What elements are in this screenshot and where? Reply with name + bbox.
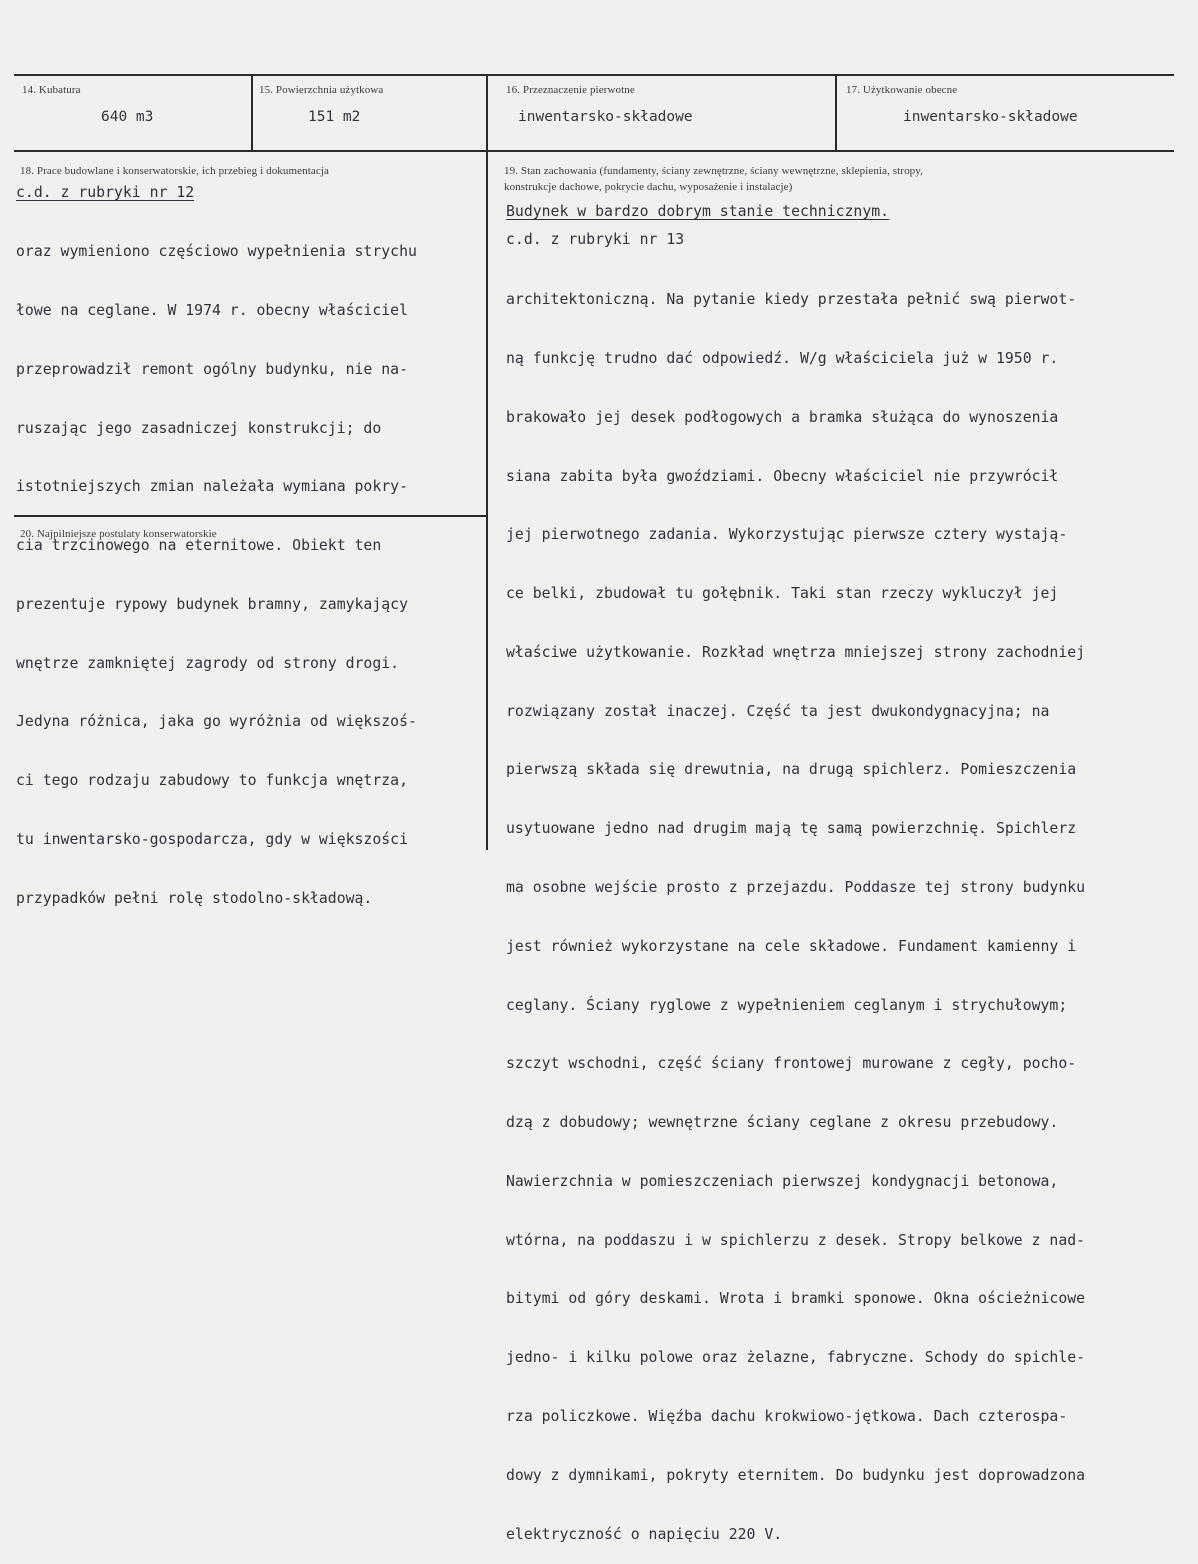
powierzchnia-value: 151 m2 — [308, 109, 361, 125]
przeznaczenie-value: inwentarsko-składowe — [518, 109, 693, 125]
row-divider-1 — [14, 150, 1174, 152]
stan-line: bitymi od góry deskami. Wrota i bramki sponowe. Okna ościeżnicowe — [506, 1290, 1086, 1308]
stan-heading: Budynek w bardzo dobrym stanie technicznym. — [506, 203, 890, 220]
stan-line: ceglany. Ściany ryglowe z wypełnieniem ceglanym i strychułowym; — [506, 996, 1068, 1014]
top-rule — [14, 74, 1174, 76]
powierzchnia-label: 15. Powierzchnia użytkowa — [259, 84, 384, 96]
prace-text — [16, 203, 417, 928]
col-divider-a — [251, 74, 253, 151]
stan-line: brakowało jej desek podłogowych a bramka służąca do wynoszenia — [506, 408, 1059, 426]
prace-line: oraz wymieniono częściowo wypełnienia strychu — [16, 243, 417, 261]
stan-line: rza policzkowe. Więźba dachu krokwiowo-jętkowa. Dach czterospa- — [506, 1408, 1068, 1426]
stan-line: szczyt wschodni, część ściany frontowej murowane z cegły, pocho- — [506, 1055, 1077, 1073]
stan-line: architektoniczną. Na pytanie kiedy przestała pełnić swą pierwot- — [506, 291, 1077, 309]
przeznaczenie-label: 16. Przeznaczenie pierwotne — [506, 84, 635, 96]
stan-line: rozwiązany został inaczej. Część ta jest dwukondygnacyjna; na — [506, 702, 1050, 720]
stan-line: pierwszą składa się drewutnia, na drugą spichlerz. Pomieszczenia — [506, 761, 1077, 779]
stan-line: elektryczność o napięciu 220 V. — [506, 1525, 783, 1543]
prace-line: ci tego rodzaju zabudowy to funkcja wnętrza, — [16, 772, 408, 790]
prace-line: prezentuje rypowy budynek bramny, zamykający — [16, 595, 408, 613]
prace-line: łowe na ceglane. W 1974 r. obecny właściciel — [16, 301, 408, 319]
stan-line: Nawierzchnia w pomieszczeniach pierwszej kondygnacji betonowa, — [506, 1172, 1059, 1190]
uzytkowanie-value: inwentarsko-składowe — [903, 109, 1078, 125]
col-divider-main — [486, 74, 488, 850]
stan-line: dowy z dymnikami, pokryty eternitem. Do budynku jest doprowadzona — [506, 1466, 1086, 1484]
stan-subheading: c.d. z rubryki nr 13 — [506, 231, 685, 248]
prace-label: 18. Prace budowlane i konserwatorskie, ich przebieg i dokumentacja — [20, 165, 329, 177]
prace-line: ruszając jego zasadniczej konstrukcji; do — [16, 419, 382, 437]
kubatura-label: 14. Kubatura — [22, 84, 81, 96]
prace-line: przypadków pełni rolę stodolno-składową. — [16, 889, 373, 907]
stan-line: usytuowane jedno nad drugim mają tę samą powierzchnię. Spichlerz — [506, 820, 1077, 838]
col-divider-c — [835, 74, 837, 151]
kubatura-value: 640 m3 — [101, 109, 154, 125]
stan-line: wtórna, na poddaszu i w spichlerzu z desek. Stropy belkowe z nad- — [506, 1231, 1086, 1249]
prace-line: tu inwentarsko-gospodarcza, gdy w większości — [16, 831, 408, 848]
prace-line: przeprowadził remont ogólny budynku, nie na- — [16, 360, 408, 378]
postulaty-label: 20. Najpilniejsze postulaty konserwatorskie — [20, 528, 217, 540]
prace-line: Jedyna różnica, jaka go wyróżnia od większoś- — [16, 713, 417, 731]
stan-label-line1: 19. Stan zachowania (fundamenty, ściany zewnętrzne, ściany wewnętrzne, sklepienia, stropy, — [504, 165, 924, 177]
prace-line: wnętrze zamkniętej zagrody od strony drogi. — [16, 654, 400, 672]
prace-heading: c.d. z rubryki nr 12 — [16, 184, 195, 201]
stan-label-line2: konstrukcje dachowe, pokrycie dachu, wyposażenie i instalacje) — [504, 181, 793, 193]
stan-line: właściwe użytkowanie. Rozkład wnętrza mniejszej strony zachodniej — [506, 643, 1086, 661]
stan-line: ce belki, zbudował tu gołębnik. Taki stan rzeczy wykluczył jej — [506, 585, 1059, 603]
stan-line: ną funkcję trudno dać odpowiedź. W/g właściciela już w 1950 r. — [506, 349, 1059, 367]
stan-line: jedno- i kilku polowe oraz żelazne, fabryczne. Schody do spichle- — [506, 1349, 1086, 1367]
prace-line: cia trzcinowego na eternitowe. Obiekt ten — [16, 537, 382, 555]
stan-line: ma osobne wejście prosto z przejazdu. Poddasze tej strony budynku — [506, 879, 1086, 896]
stan-line: jest również wykorzystane na cele składowe. Fundament kamienny i — [506, 937, 1077, 955]
stan-line: jej pierwotnego zadania. Wykorzystując pierwsze cztery wystają- — [506, 526, 1068, 544]
stan-line: dzą z dobudowy; wewnętrzne ściany ceglane z okresu przebudowy. — [506, 1114, 1059, 1132]
stan-line: siana zabita była gwoździami. Obecny właściciel nie przywrócił — [506, 467, 1059, 485]
stan-text — [506, 251, 1085, 1564]
prace-line: istotniejszych zmian należała wymiana pokry- — [16, 478, 408, 496]
uzytkowanie-label: 17. Użytkowanie obecne — [846, 84, 958, 96]
